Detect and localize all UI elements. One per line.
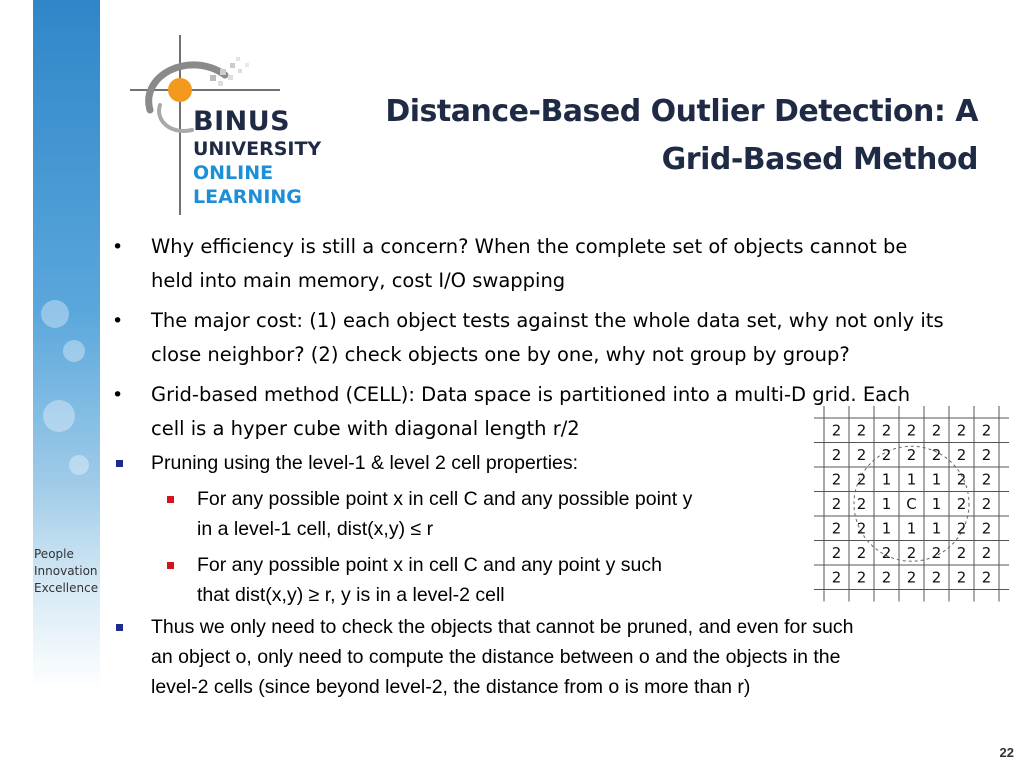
grid-cell-level-2: 2 xyxy=(831,470,842,489)
grid-cell-level-2: 2 xyxy=(981,543,992,562)
grid-cell-level-2: 2 xyxy=(931,543,942,562)
grid-cell-level-2: 2 xyxy=(956,494,967,513)
title-line-1: Distance-Based Outlier Detection: A xyxy=(385,94,978,129)
grid-cell-level-2: 2 xyxy=(981,494,992,513)
grid-cell-center: C xyxy=(906,494,917,513)
grid-cell-level-2: 2 xyxy=(831,568,842,587)
round-bullet-icon: • xyxy=(112,236,124,258)
grid-cell-level-2: 2 xyxy=(931,568,942,587)
grid-cell-level-2: 2 xyxy=(831,543,842,562)
grid-cell-level-1: 1 xyxy=(881,494,892,513)
tagline-excellence: Excellence xyxy=(34,581,99,595)
logo-learning: LEARNING xyxy=(193,186,302,208)
grid-cell-level-2: 2 xyxy=(881,421,892,440)
page-number: 22 xyxy=(999,745,1014,760)
logo-orange-dot xyxy=(168,78,192,102)
decor-circle xyxy=(41,300,69,328)
grid-cell-level-2: 2 xyxy=(856,445,867,464)
decor-circle xyxy=(63,340,85,362)
grid-cell-level-2: 2 xyxy=(856,421,867,440)
square-bullet-icon xyxy=(116,624,123,631)
grid-cell-level-2: 2 xyxy=(856,543,867,562)
grid-cell-level-2: 2 xyxy=(956,470,967,489)
grid-cell-level-2: 2 xyxy=(831,421,842,440)
bullet-text: Grid-based method (CELL): Data space is partitioned into a multi-D grid. Each xyxy=(151,383,911,406)
round-bullet-icon: • xyxy=(112,384,124,406)
bullet-major-cost xyxy=(112,304,1002,372)
sub-bullet-text: For any possible point x in cell C and any point y such xyxy=(197,554,663,576)
grid-cell-level-2: 2 xyxy=(831,519,842,538)
grid-cell-level-2: 2 xyxy=(981,519,992,538)
grid-cell-level-2: 2 xyxy=(881,543,892,562)
bullet-text: cell is a hyper cube with diagonal length r/2 xyxy=(151,417,580,440)
logo-binus: BINUS xyxy=(193,106,291,137)
grid-cell-level-1: 1 xyxy=(906,470,917,489)
bullet-efficiency xyxy=(112,230,1002,298)
tagline-innovation: Innovation xyxy=(34,564,98,578)
sub-bullet-text: in a level-1 cell, dist(x,y) ≤ r xyxy=(197,518,434,540)
grid-cell-level-1: 1 xyxy=(931,494,942,513)
tagline xyxy=(34,546,114,597)
red-square-bullet-icon xyxy=(167,562,174,569)
bullet-conclusion xyxy=(112,612,1002,702)
bullet-text: held into main memory, cost I/O swapping xyxy=(151,269,566,292)
logo-wordmark xyxy=(193,108,321,207)
bullet-text: an object o, only need to compute the distance between o and the objects in the xyxy=(151,646,841,668)
decor-circle xyxy=(69,455,89,475)
grid-cell-level-2: 2 xyxy=(981,445,992,464)
bullet-text: level-2 cells (since beyond level-2, the distance from o is more than r) xyxy=(151,676,751,698)
grid-cell-level-2: 2 xyxy=(881,445,892,464)
grid-cell-level-2: 2 xyxy=(856,494,867,513)
title-line-2: Grid-Based Method xyxy=(661,142,978,177)
grid-cell-level-2: 2 xyxy=(931,445,942,464)
cell-grid-diagram xyxy=(812,404,1017,604)
decor-circle xyxy=(43,400,75,432)
grid-cell-level-1: 1 xyxy=(881,470,892,489)
grid-cell-level-2: 2 xyxy=(981,470,992,489)
grid-cell-level-2: 2 xyxy=(981,421,992,440)
grid-cell-level-2: 2 xyxy=(906,543,917,562)
grid-cell-level-2: 2 xyxy=(981,568,992,587)
slide-title xyxy=(358,88,978,184)
grid-cell-level-2: 2 xyxy=(956,543,967,562)
bullet-text: Pruning using the level-1 & level 2 cell properties: xyxy=(151,452,579,474)
bullet-text: close neighbor? (2) check objects one by one, why not group by group? xyxy=(151,343,850,366)
bullet-text: Why efficiency is still a concern? When the complete set of objects cannot be xyxy=(151,235,908,258)
grid-cell-level-2: 2 xyxy=(881,568,892,587)
grid-cell-level-2: 2 xyxy=(956,445,967,464)
bullet-text: The major cost: (1) each object tests against the whole data set, why not only its xyxy=(151,309,944,332)
round-bullet-icon: • xyxy=(112,310,124,332)
square-bullet-icon xyxy=(116,460,123,467)
grid-cell-level-1: 1 xyxy=(931,519,942,538)
sub-bullet-text: For any possible point x in cell C and any possible point y xyxy=(197,488,693,510)
grid-cell-level-2: 2 xyxy=(906,445,917,464)
bullet-text: Thus we only need to check the objects that cannot be pruned, and even for such xyxy=(151,616,854,638)
grid-cell-level-2: 2 xyxy=(831,445,842,464)
grid-cell-level-1: 1 xyxy=(931,470,942,489)
logo-online: ONLINE xyxy=(193,162,274,184)
grid-cell-level-2: 2 xyxy=(856,519,867,538)
grid-cell-level-2: 2 xyxy=(906,568,917,587)
grid-cell-level-2: 2 xyxy=(856,470,867,489)
logo-university: UNIVERSITY xyxy=(193,138,322,160)
grid-cell-level-2: 2 xyxy=(956,519,967,538)
grid-cell-level-2: 2 xyxy=(906,421,917,440)
grid-cell-level-1: 1 xyxy=(906,519,917,538)
tagline-people: People xyxy=(34,547,74,561)
grid-cell-level-2: 2 xyxy=(931,421,942,440)
grid-cell-level-2: 2 xyxy=(856,568,867,587)
grid-cell-level-1: 1 xyxy=(881,519,892,538)
grid-cell-level-2: 2 xyxy=(831,494,842,513)
grid-cell-level-2: 2 xyxy=(956,568,967,587)
grid-cell-level-2: 2 xyxy=(956,421,967,440)
sub-bullet-text: that dist(x,y) ≥ r, y is in a level-2 cell xyxy=(197,584,505,606)
red-square-bullet-icon xyxy=(167,496,174,503)
